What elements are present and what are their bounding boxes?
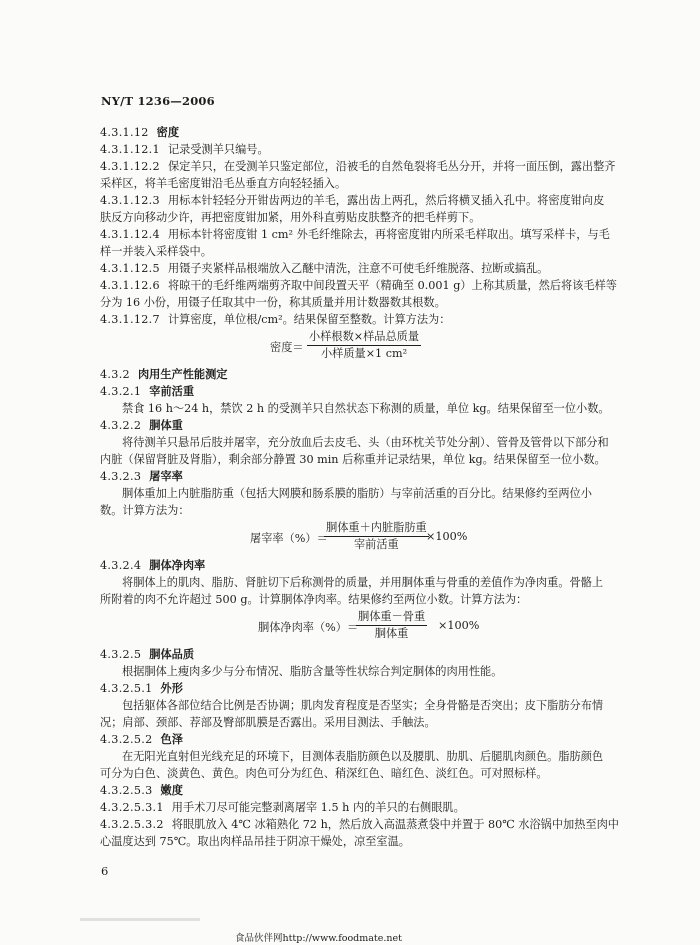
clause-line — [100, 141, 605, 158]
standard-code: NY/T 1236—2006 — [101, 94, 215, 108]
formula-denominator: 小样质量×1 cm² — [320, 347, 408, 360]
clause-text: 将晾干的毛纤维两端剪齐取中间段置天平（精确至 0.001 g）上称其质量，然后将该毛样等 — [167, 279, 617, 292]
clause-text: 计算密度，单位根/cm²。结果保留至整数。计算方法为： — [167, 313, 451, 326]
clause-continuation: 分为 16 小份，用镊子任取其中一份，称其质量并用计数器数其根数。 — [100, 296, 446, 309]
paragraph-continuation: 数。计算方法为： — [100, 504, 190, 517]
clause-line — [100, 192, 605, 209]
clause-heading — [100, 124, 605, 141]
clause-continuation: 采样区，将羊毛密度钳沿毛丛垂直方向轻轻插入。 — [100, 177, 347, 190]
paragraph-line: 将胴体上的肌肉、脂肪、肾脏切下后称测骨的质量，并用胴体重与骨重的差值作为净肉重。骨骼上 — [122, 576, 604, 589]
clause-title: 密度 — [156, 125, 180, 139]
clause-title: 胴体品质 — [149, 647, 195, 661]
formula-fraction — [307, 330, 421, 361]
clause-heading — [100, 782, 605, 799]
clause-line — [100, 158, 616, 175]
clause-number: 4.3.1.12.7 — [100, 313, 160, 326]
paragraph-continuation: 可分为白色、淡黄色、黄色。肉色可分为红色、稍深红色、暗红色、淡红色。可对照标样。 — [100, 767, 548, 780]
page-number: 6 — [101, 864, 109, 878]
clause-line — [100, 799, 605, 816]
clause-number: 4.3.2.5.1 — [100, 682, 153, 695]
formula-numerator: 胴体重＋内脏脂肪重 — [324, 521, 429, 537]
clause-title: 色泽 — [160, 732, 183, 746]
clause-text: 将眼肌放入 4℃ 冰箱熟化 72 h，然后放入高温蒸煮袋中并置于 80℃ 水浴锅中加热至肉中 — [171, 818, 619, 831]
clause-text: 记录受测羊只编号。 — [167, 143, 269, 156]
formula-multiplier: ×100% — [426, 530, 468, 543]
clause-continuation: 肤反方向移动少许，再把密度钳加紧，用外科直剪贴皮肤整齐的把毛样剪下。 — [100, 211, 481, 224]
clause-text: 用镊子夹紧样品根端放入乙醚中清洗，注意不可使毛纤维脱落、拉断或搞乱。 — [167, 262, 549, 275]
paragraph-line: 在无阳光直射但光线充足的环境下，目测体表脂肪颜色以及腰肌、肋肌、后腿肌肉颜色。脂肪颜色 — [122, 750, 604, 763]
paragraph-continuation: 况；肩部、颈部、荐部及臀部肌膜是否露出。采用目测法、手触法。 — [100, 716, 436, 729]
clause-line — [100, 816, 619, 833]
clause-heading — [100, 468, 605, 485]
clause-title: 肉用生产性能测定 — [137, 367, 228, 381]
clause-number: 4.3.2.2 — [100, 419, 142, 432]
formula-fraction — [324, 521, 429, 552]
clause-line — [100, 226, 610, 243]
footer-watermark: 食品伙伴网http://www.foodmate.net — [235, 933, 402, 944]
clause-number: 4.3.1.12.6 — [100, 279, 160, 292]
paragraph-line: 胴体重加上内脏脂肪重（包括大网膜和肠系膜的脂肪）与宰前活重的百分比。结果修约至两位小 — [122, 487, 592, 500]
clause-title: 嫩度 — [160, 783, 183, 797]
paragraph-continuation: 所附着的肉不允许超过 500 g。计算胴体净肉率。结果修约至两位小数。计算方法为： — [100, 593, 528, 606]
clause-number: 4.3.2.4 — [100, 559, 142, 572]
dressing-percentage-formula — [100, 519, 605, 557]
clause-number: 4.3.1.12.5 — [100, 262, 160, 275]
clause-number: 4.3.1.12.4 — [100, 228, 160, 241]
formula-numerator: 小样根数×样品总质量 — [307, 330, 421, 346]
paragraph-line: 根据胴体上瘦肉多少与分布情况、脂肪含量等性状综合判定胴体的肉用性能。 — [122, 665, 503, 678]
clause-text: 保定羊只，在受测羊只鉴定部位，沿被毛的自然龟裂将毛丛分开，并将一面压倒，露出整齐 — [167, 160, 616, 173]
clause-text: 用标本针将密度钳 1 cm² 外毛纤维除去，再将密度钳内所采毛样取出。填写采样卡，与毛 — [167, 228, 610, 241]
clause-text: 用标本针轻轻分开钳齿两边的羊毛，露出齿上两孔，然后将横叉插入孔中。将密度钳向皮 — [167, 194, 605, 207]
clause-number: 4.3.1.12.1 — [100, 143, 160, 156]
clause-continuation: 心温度达到 75℃。取出肉样品吊挂于阴凉干燥处，凉至室温。 — [100, 835, 410, 848]
paragraph-line: 包括躯体各部位结合比例是否协调；肌肉发育程度是否坚实；全身骨骼是否突出；皮下脂肪分布情 — [122, 699, 604, 712]
clause-title: 外形 — [160, 681, 183, 695]
clause-title: 胴体净肉率 — [149, 558, 206, 572]
density-formula — [100, 328, 605, 366]
clause-number: 4.3.1.12.2 — [100, 160, 160, 173]
formula-label: 屠宰率（%）＝ — [250, 532, 328, 545]
clause-title: 宰前活重 — [149, 384, 195, 398]
formula-fraction — [356, 610, 427, 641]
clause-number: 4.3.2.5.3 — [100, 784, 153, 797]
formula-numerator: 胴体重－骨重 — [356, 610, 427, 626]
formula-denominator: 胴体重 — [374, 627, 409, 640]
formula-denominator: 宰前活重 — [353, 538, 399, 551]
clause-title: 胴体重 — [149, 418, 183, 432]
clause-number: 4.3.2.5.3.1 — [100, 801, 164, 814]
formula-label: 胴体净肉率（%）＝ — [258, 621, 359, 634]
clause-number: 4.3.2 — [100, 368, 130, 381]
scan-artifact — [80, 918, 200, 921]
clause-number: 4.3.2.1 — [100, 385, 142, 398]
paragraph-line: 将待测羊只悬吊后肢并屠宰，充分放血后去皮毛、头（由环枕关节处分割）、管骨及管骨以下部分和 — [122, 436, 609, 449]
clause-heading — [100, 646, 605, 663]
paragraph-continuation: 内脏（保留肾脏及肾脂），剩余部分静置 30 min 后称重并记录结果，单位 kg。结果保留至一位小数。 — [100, 453, 606, 466]
formula-multiplier: ×100% — [438, 619, 480, 632]
formula-label: 密度＝ — [270, 341, 304, 354]
clause-heading — [100, 557, 605, 574]
section-heading — [100, 366, 605, 383]
clause-number: 4.3.2.5.3.2 — [100, 818, 164, 831]
net-meat-percentage-formula — [100, 608, 605, 646]
clause-line — [100, 311, 605, 328]
clause-number: 4.3.1.12 — [100, 126, 149, 139]
clause-text: 用手术刀尽可能完整剥离屠宰 1.5 h 内的羊只的右侧眼肌。 — [171, 801, 465, 814]
clause-line — [100, 277, 617, 294]
clause-heading — [100, 680, 605, 697]
clause-number: 4.3.1.12.3 — [100, 194, 160, 207]
clause-line — [100, 260, 605, 277]
clause-heading — [100, 383, 605, 400]
clause-title: 屠宰率 — [149, 469, 183, 483]
clause-number: 4.3.2.5 — [100, 648, 142, 661]
clause-number: 4.3.2.3 — [100, 470, 142, 483]
clause-number: 4.3.2.5.2 — [100, 733, 153, 746]
document-body — [100, 124, 619, 850]
clause-heading — [100, 731, 605, 748]
clause-continuation: 样一并装入采样袋中。 — [100, 245, 212, 258]
clause-heading — [100, 417, 605, 434]
paragraph-line: 禁食 16 h～24 h，禁饮 2 h 的受测羊只自然状态下称测的质量，单位 kg。结果保留至一位小数。 — [122, 402, 610, 415]
